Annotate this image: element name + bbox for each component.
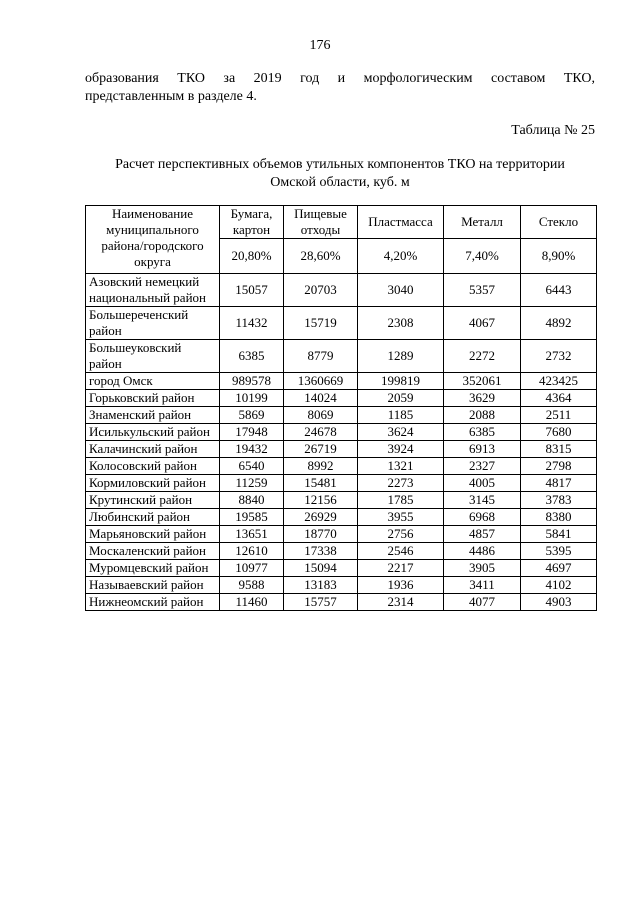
column-header-name: Наименование муниципального района/городского округа	[86, 206, 220, 274]
value-cell: 2088	[444, 407, 521, 424]
value-cell: 3624	[358, 424, 444, 441]
share-cell: 20,80%	[220, 239, 284, 274]
value-cell: 352061	[444, 373, 521, 390]
value-cell: 3783	[521, 492, 597, 509]
value-cell: 15094	[284, 560, 358, 577]
value-cell: 12156	[284, 492, 358, 509]
value-cell: 3629	[444, 390, 521, 407]
value-cell: 18770	[284, 526, 358, 543]
value-cell: 8779	[284, 340, 358, 373]
column-header: Металл	[444, 206, 521, 239]
value-cell: 8069	[284, 407, 358, 424]
value-cell: 11432	[220, 307, 284, 340]
value-cell: 4817	[521, 475, 597, 492]
value-cell: 6385	[444, 424, 521, 441]
table-row	[86, 390, 597, 407]
district-name-cell: Калачинский район	[86, 441, 220, 458]
value-cell: 11460	[220, 594, 284, 611]
value-cell: 10199	[220, 390, 284, 407]
column-header: Бумага, картон	[220, 206, 284, 239]
share-cell: 8,90%	[521, 239, 597, 274]
table-caption	[85, 156, 595, 192]
district-name-cell: Исилькульский район	[86, 424, 220, 441]
value-cell: 2546	[358, 543, 444, 560]
value-cell: 1360669	[284, 373, 358, 390]
district-name-cell: Большереченский район	[86, 307, 220, 340]
table-row	[86, 560, 597, 577]
value-cell: 6968	[444, 509, 521, 526]
value-cell: 3411	[444, 577, 521, 594]
table-row	[86, 307, 597, 340]
value-cell: 4102	[521, 577, 597, 594]
value-cell: 7680	[521, 424, 597, 441]
table-row	[86, 340, 597, 373]
share-cell: 7,40%	[444, 239, 521, 274]
value-cell: 6540	[220, 458, 284, 475]
value-cell: 9588	[220, 577, 284, 594]
table-row	[86, 458, 597, 475]
value-cell: 1936	[358, 577, 444, 594]
district-name-cell: Горьковский район	[86, 390, 220, 407]
value-cell: 3924	[358, 441, 444, 458]
table-row	[86, 594, 597, 611]
district-name-cell: Любинский район	[86, 509, 220, 526]
value-cell: 6443	[521, 274, 597, 307]
value-cell: 11259	[220, 475, 284, 492]
district-name-cell: Нижнеомский район	[86, 594, 220, 611]
value-cell: 4067	[444, 307, 521, 340]
value-cell: 24678	[284, 424, 358, 441]
value-cell: 15757	[284, 594, 358, 611]
value-cell: 2732	[521, 340, 597, 373]
value-cell: 17338	[284, 543, 358, 560]
value-cell: 14024	[284, 390, 358, 407]
value-cell: 26719	[284, 441, 358, 458]
table-row	[86, 543, 597, 560]
page-number: 176	[309, 38, 331, 53]
value-cell: 4857	[444, 526, 521, 543]
value-cell: 1185	[358, 407, 444, 424]
value-cell: 19432	[220, 441, 284, 458]
value-cell: 2327	[444, 458, 521, 475]
district-name-cell: Называевский район	[86, 577, 220, 594]
header-row	[86, 206, 597, 239]
value-cell: 3905	[444, 560, 521, 577]
value-cell: 2272	[444, 340, 521, 373]
column-header: Пищевые отходы	[284, 206, 358, 239]
table-row	[86, 526, 597, 543]
value-cell: 26929	[284, 509, 358, 526]
value-cell: 6913	[444, 441, 521, 458]
table-row	[86, 441, 597, 458]
value-cell: 5869	[220, 407, 284, 424]
district-name-cell: Крутинский район	[86, 492, 220, 509]
district-name-cell: Москаленский район	[86, 543, 220, 560]
value-cell: 17948	[220, 424, 284, 441]
value-cell: 13651	[220, 526, 284, 543]
caption-line-2: Омской области, куб. м	[270, 175, 410, 190]
value-cell: 2798	[521, 458, 597, 475]
intro-line-1: образования ТКО за 2019 год и морфологическим составом ТКО,	[85, 71, 595, 86]
value-cell: 199819	[358, 373, 444, 390]
district-name-cell: город Омск	[86, 373, 220, 390]
district-name-cell: Большеуковский район	[86, 340, 220, 373]
value-cell: 8992	[284, 458, 358, 475]
district-name-cell: Кормиловский район	[86, 475, 220, 492]
value-cell: 8840	[220, 492, 284, 509]
district-name-cell: Марьяновский район	[86, 526, 220, 543]
table-row	[86, 424, 597, 441]
value-cell: 20703	[284, 274, 358, 307]
share-cell: 4,20%	[358, 239, 444, 274]
value-cell: 5841	[521, 526, 597, 543]
value-cell: 5357	[444, 274, 521, 307]
value-cell: 2308	[358, 307, 444, 340]
value-cell: 4903	[521, 594, 597, 611]
value-cell: 13183	[284, 577, 358, 594]
value-cell: 6385	[220, 340, 284, 373]
value-cell: 3040	[358, 274, 444, 307]
value-cell: 989578	[220, 373, 284, 390]
value-cell: 1321	[358, 458, 444, 475]
value-cell: 8380	[521, 509, 597, 526]
district-name-cell: Муромцевский район	[86, 560, 220, 577]
intro-paragraph	[85, 70, 595, 106]
table-row	[86, 509, 597, 526]
value-cell: 423425	[521, 373, 597, 390]
value-cell: 4005	[444, 475, 521, 492]
caption-line-1: Расчет перспективных объемов утильных компонентов ТКО на территории	[115, 157, 565, 172]
value-cell: 12610	[220, 543, 284, 560]
value-cell: 4697	[521, 560, 597, 577]
share-cell: 28,60%	[284, 239, 358, 274]
column-header: Пластмасса	[358, 206, 444, 239]
value-cell: 4486	[444, 543, 521, 560]
table-body	[86, 274, 597, 611]
intro-line-2: представленным в разделе 4.	[85, 89, 257, 104]
district-name-cell: Азовский немецкий национальный район	[86, 274, 220, 307]
table-label: Таблица № 25	[511, 123, 595, 138]
table-row	[86, 274, 597, 307]
district-name-cell: Знаменский район	[86, 407, 220, 424]
value-cell: 2273	[358, 475, 444, 492]
table-row	[86, 492, 597, 509]
value-cell: 2511	[521, 407, 597, 424]
table-row	[86, 475, 597, 492]
table-row	[86, 373, 597, 390]
table-row	[86, 577, 597, 594]
table-row	[86, 407, 597, 424]
waste-volume-table	[85, 205, 597, 611]
value-cell: 15057	[220, 274, 284, 307]
value-cell: 15481	[284, 475, 358, 492]
value-cell: 2217	[358, 560, 444, 577]
value-cell: 3145	[444, 492, 521, 509]
value-cell: 3955	[358, 509, 444, 526]
value-cell: 4892	[521, 307, 597, 340]
value-cell: 15719	[284, 307, 358, 340]
value-cell: 2314	[358, 594, 444, 611]
value-cell: 2756	[358, 526, 444, 543]
value-cell: 4077	[444, 594, 521, 611]
district-name-cell: Колосовский район	[86, 458, 220, 475]
value-cell: 19585	[220, 509, 284, 526]
value-cell: 5395	[521, 543, 597, 560]
value-cell: 1785	[358, 492, 444, 509]
value-cell: 8315	[521, 441, 597, 458]
column-header: Стекло	[521, 206, 597, 239]
value-cell: 1289	[358, 340, 444, 373]
value-cell: 2059	[358, 390, 444, 407]
value-cell: 10977	[220, 560, 284, 577]
value-cell: 4364	[521, 390, 597, 407]
